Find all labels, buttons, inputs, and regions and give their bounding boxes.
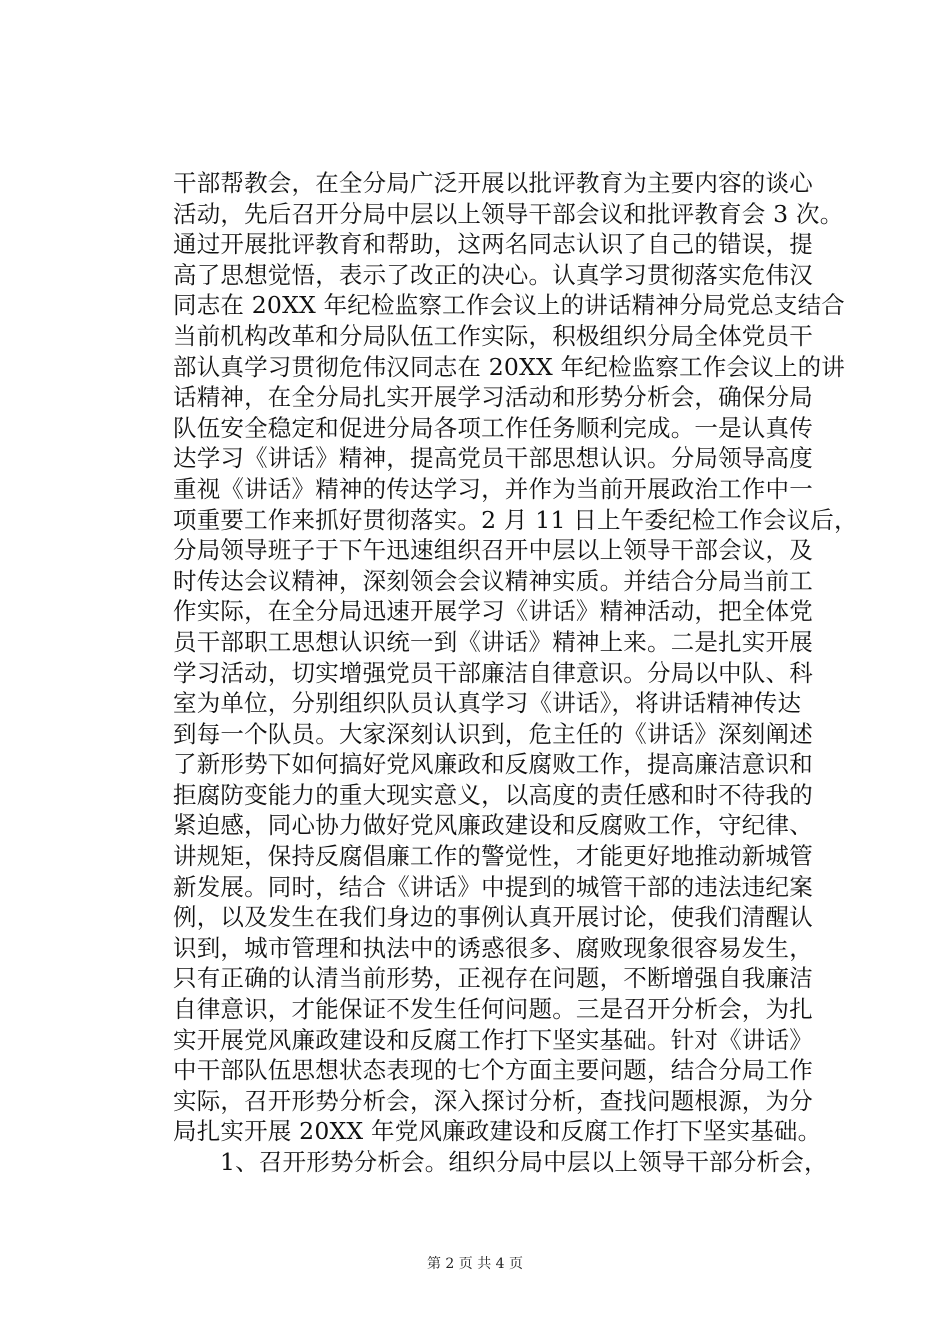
text-line: 部认真学习贯彻危伟汉同志在 20XX 年纪检监察工作会议上的讲 — [173, 352, 846, 381]
text-line: 新发展。同时，结合《讲话》中提到的城管干部的违法违纪案 — [173, 872, 813, 901]
text-line: 项重要工作来抓好贯彻落实。2 月 11 日上午委纪检工作会议后， — [173, 505, 858, 534]
text-line: 达学习《讲话》精神，提高党员干部思想认识。分局领导高度 — [173, 444, 813, 473]
text-line: 识到，城市管理和执法中的诱惑很多、腐败现象很容易发生， — [173, 933, 813, 962]
text-line: 学习活动，切实增强党员干部廉洁自律意识。分局以中队、科 — [173, 658, 813, 687]
text-line: 只有正确的认清当前形势，正视存在问题，不断增强自我廉洁 — [173, 964, 813, 993]
text-line: 局扎实开展 20XX 年党风廉政建设和反腐工作打下坚实基础。 — [173, 1117, 822, 1146]
text-line: 队伍安全稳定和促进分局各项工作任务顺利完成。一是认真传 — [173, 413, 813, 442]
text-line: 自律意识，才能保证不发生任何问题。三是召开分析会，为扎 — [173, 995, 813, 1024]
body-text — [173, 168, 858, 1178]
text-line: 室为单位，分别组织队员认真学习《讲话》，将讲话精神传达 — [173, 689, 802, 718]
text-line: 同志在 20XX 年纪检监察工作会议上的讲话精神分局党总支结合 — [173, 291, 846, 320]
text-line: 分局领导班子于下午迅速组织召开中层以上领导干部会议，及 — [173, 536, 813, 565]
text-line: 干部帮教会，在全分局广泛开展以批评教育为主要内容的谈心 — [173, 169, 813, 197]
text-line: 作实际，在全分局迅速开展学习《讲话》精神活动，把全体党 — [173, 597, 813, 626]
text-line: 时传达会议精神，深刻领会会议精神实质。并结合分局当前工 — [173, 566, 813, 595]
text-line: 活动，先后召开分局中层以上领导干部会议和批评教育会 3 次。 — [173, 199, 844, 228]
text-line: 到每一个队员。大家深刻认识到，危主任的《讲话》深刻阐述 — [173, 719, 813, 748]
text-line: 高了思想觉悟，表示了改正的决心。认真学习贯彻落实危伟汉 — [173, 260, 813, 289]
text-line: 中干部队伍思想状态表现的七个方面主要问题，结合分局工作 — [173, 1056, 813, 1085]
text-line: 重视《讲话》精神的传达学习，并作为当前开展政治工作中一 — [173, 474, 813, 503]
text-line: 实开展党风廉政建设和反腐工作打下坚实基础。针对《讲话》 — [173, 1025, 813, 1054]
text-line: 紧迫感，同心协力做好党风廉政建设和反腐败工作，守纪律、 — [173, 811, 813, 840]
text-line: 话精神，在全分局扎实开展学习活动和形势分析会，确保分局 — [173, 383, 813, 412]
text-line: 了新形势下如何搞好党风廉政和反腐败工作，提高廉洁意识和 — [173, 750, 813, 779]
text-line: 拒腐防变能力的重大现实意义，以高度的责任感和时不待我的 — [173, 780, 813, 809]
text-line: 通过开展批评教育和帮助，这两名同志认识了自己的错误，提 — [173, 230, 813, 259]
text-line-indented: 1、召开形势分析会。组织分局中层以上领导干部分析会， — [220, 1148, 828, 1176]
text-line: 当前机构改革和分局队伍工作实际，积极组织分局全体党员干 — [173, 321, 813, 350]
text-line: 实际，召开形势分析会，深入探讨分析，查找问题根源，为分 — [173, 1086, 813, 1115]
text-line: 员干部职工思想认识统一到《讲话》精神上来。二是扎实开展 — [173, 627, 813, 656]
page-number-footer: 第 2 页 共 4 页 — [426, 1256, 524, 1272]
text-line: 例，以及发生在我们身边的事例认真开展讨论，使我们清醒认 — [173, 903, 813, 932]
text-line: 讲规矩，保持反腐倡廉工作的警觉性，才能更好地推动新城管 — [173, 842, 813, 871]
